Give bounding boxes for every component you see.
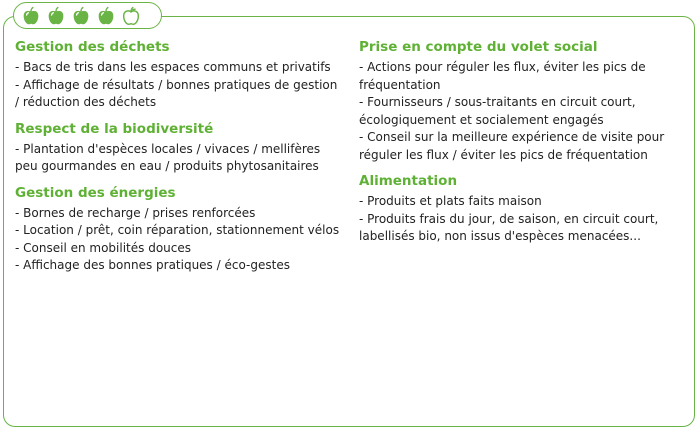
list-item: - Bornes de recharge / prises renforcées (15, 205, 256, 220)
apple-filled-icon (95, 5, 117, 27)
section (359, 172, 689, 246)
list-item: - Produits frais du jour, de saison, en circuit court, labellisés bio, non issus d'espèces menacées... (359, 211, 659, 243)
list-item: - Location / prêt, coin réparation, stationnement vélos (15, 223, 340, 237)
section-heading: Alimentation (359, 173, 458, 189)
section-heading: Gestion des déchets (15, 39, 170, 55)
list-item: - Fournisseurs / sous-traitants en circuit court, écologiquement et socialement engagés (359, 95, 636, 127)
list-item: - Affichage des bonnes pratiques / éco-gestes (15, 258, 290, 272)
section-heading: Gestion des énergies (15, 184, 176, 201)
left-column (15, 38, 345, 283)
list-item: - Conseil sur la meilleure expérience de visite pour réguler les flux / éviter les pics de fréquentation (359, 130, 665, 162)
apple-filled-icon (70, 5, 92, 27)
apple-empty-icon (120, 5, 142, 27)
section (15, 120, 345, 176)
section (15, 38, 345, 112)
apple-filled-icon (45, 5, 67, 27)
list-item: - Conseil en mobilités douces (15, 240, 191, 255)
section-heading: Respect de la biodiversité (15, 120, 214, 137)
section (359, 38, 689, 164)
list-item: - Bacs de tris dans les espaces communs et privatifs (15, 60, 331, 74)
apple-filled-icon (20, 5, 42, 27)
section (15, 184, 345, 275)
right-column (359, 38, 689, 254)
apple-rating (13, 2, 162, 29)
list-item: - Affichage de résultats / bonnes pratiques de gestion / réduction des déchets (15, 77, 338, 109)
list-item: - Actions pour réguler les flux, éviter les pics de fréquentation (359, 60, 646, 92)
section-heading: Prise en compte du volet social (359, 39, 598, 55)
list-item: - Produits et plats faits maison (359, 194, 542, 208)
list-item: - Plantation d'espèces locales / vivaces / mellifères peu gourmandes en eau / produits phytosanitaires (15, 141, 321, 173)
